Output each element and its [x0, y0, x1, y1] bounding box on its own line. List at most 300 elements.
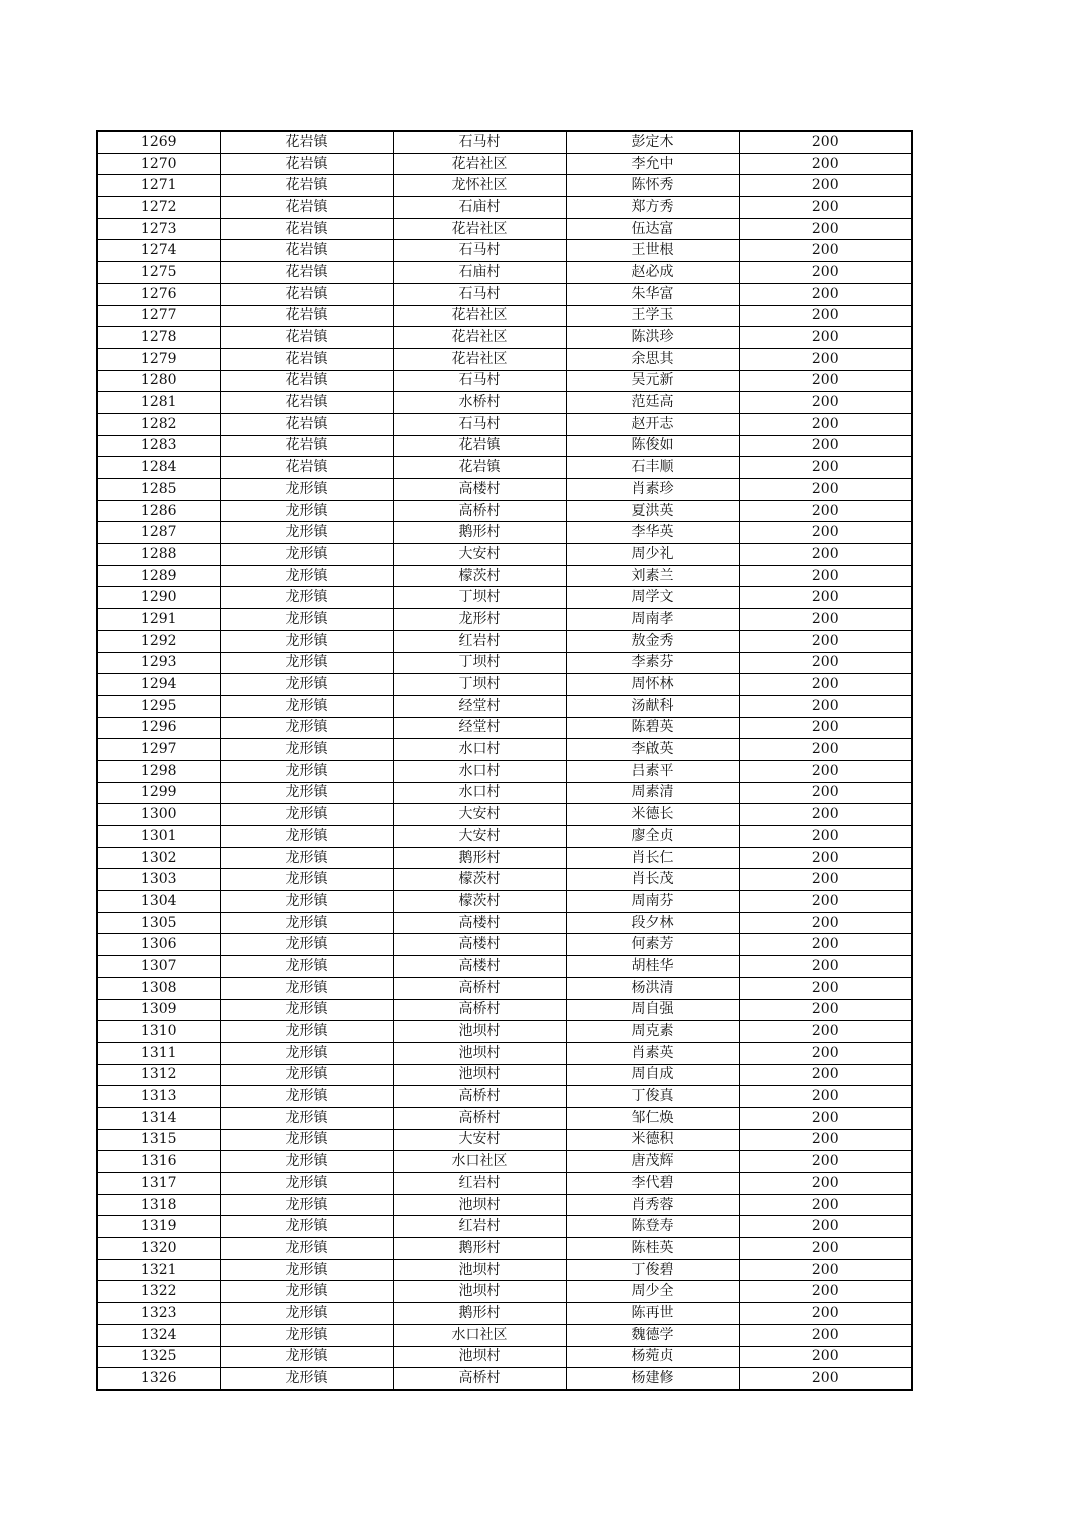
- row-number-cell: 1314: [97, 1107, 220, 1129]
- town-cell: 龙形镇: [220, 1281, 393, 1303]
- town-cell: 龙形镇: [220, 1064, 393, 1086]
- name-cell: 李允中: [566, 153, 739, 175]
- amount-cell: 200: [739, 826, 912, 848]
- name-cell: 汤献科: [566, 695, 739, 717]
- town-cell: 龙形镇: [220, 717, 393, 739]
- amount-cell: 200: [739, 977, 912, 999]
- row-number-cell: 1310: [97, 1021, 220, 1043]
- village-cell: 花岩镇: [393, 435, 566, 457]
- village-cell: 丁坝村: [393, 587, 566, 609]
- row-number-cell: 1326: [97, 1368, 220, 1390]
- village-cell: 石马村: [393, 370, 566, 392]
- village-cell: 水口村: [393, 760, 566, 782]
- amount-cell: 200: [739, 565, 912, 587]
- amount-cell: 200: [739, 327, 912, 349]
- table-row: [97, 956, 912, 978]
- village-cell: 池坝村: [393, 1194, 566, 1216]
- village-cell: 高楼村: [393, 912, 566, 934]
- row-number-cell: 1283: [97, 435, 220, 457]
- row-number-cell: 1307: [97, 956, 220, 978]
- village-cell: 花岩社区: [393, 218, 566, 240]
- name-cell: 周南芬: [566, 891, 739, 913]
- village-cell: 石马村: [393, 413, 566, 435]
- table-row: [97, 1303, 912, 1325]
- amount-cell: 200: [739, 1194, 912, 1216]
- table-row: [97, 1151, 912, 1173]
- name-cell: 肖素英: [566, 1042, 739, 1064]
- town-cell: 龙形镇: [220, 1173, 393, 1195]
- name-cell: 肖长茂: [566, 869, 739, 891]
- table-row: [97, 869, 912, 891]
- name-cell: 魏德学: [566, 1324, 739, 1346]
- amount-cell: 200: [739, 131, 912, 153]
- village-cell: 高楼村: [393, 956, 566, 978]
- row-number-cell: 1287: [97, 522, 220, 544]
- amount-cell: 200: [739, 544, 912, 566]
- name-cell: 周少礼: [566, 544, 739, 566]
- name-cell: 敖金秀: [566, 630, 739, 652]
- row-number-cell: 1294: [97, 674, 220, 696]
- row-number-cell: 1295: [97, 695, 220, 717]
- table-row: [97, 695, 912, 717]
- row-number-cell: 1276: [97, 283, 220, 305]
- amount-cell: 200: [739, 197, 912, 219]
- amount-cell: 200: [739, 1303, 912, 1325]
- name-cell: 陈再世: [566, 1303, 739, 1325]
- amount-cell: 200: [739, 739, 912, 761]
- row-number-cell: 1284: [97, 457, 220, 479]
- name-cell: 陈怀秀: [566, 175, 739, 197]
- row-number-cell: 1315: [97, 1129, 220, 1151]
- village-cell: 龙形村: [393, 609, 566, 631]
- table-row: [97, 587, 912, 609]
- name-cell: 赵必成: [566, 262, 739, 284]
- town-cell: 龙形镇: [220, 1151, 393, 1173]
- amount-cell: 200: [739, 674, 912, 696]
- town-cell: 龙形镇: [220, 977, 393, 999]
- data-table: [96, 130, 913, 1391]
- amount-cell: 200: [739, 479, 912, 501]
- village-cell: 池坝村: [393, 1259, 566, 1281]
- village-cell: 花岩社区: [393, 327, 566, 349]
- name-cell: 吕素平: [566, 760, 739, 782]
- village-cell: 经堂村: [393, 717, 566, 739]
- table-row: [97, 674, 912, 696]
- village-cell: 高桥村: [393, 500, 566, 522]
- amount-cell: 200: [739, 1107, 912, 1129]
- village-cell: 池坝村: [393, 1064, 566, 1086]
- amount-cell: 200: [739, 457, 912, 479]
- name-cell: 肖长仁: [566, 847, 739, 869]
- table-row: [97, 717, 912, 739]
- village-cell: 高楼村: [393, 479, 566, 501]
- table-row: [97, 544, 912, 566]
- village-cell: 石庙村: [393, 197, 566, 219]
- row-number-cell: 1286: [97, 500, 220, 522]
- town-cell: 龙形镇: [220, 609, 393, 631]
- name-cell: 周自成: [566, 1064, 739, 1086]
- amount-cell: 200: [739, 1021, 912, 1043]
- amount-cell: 200: [739, 934, 912, 956]
- amount-cell: 200: [739, 153, 912, 175]
- row-number-cell: 1277: [97, 305, 220, 327]
- row-number-cell: 1297: [97, 739, 220, 761]
- name-cell: 邹仁焕: [566, 1107, 739, 1129]
- town-cell: 龙形镇: [220, 739, 393, 761]
- town-cell: 龙形镇: [220, 1086, 393, 1108]
- village-cell: 檬茨村: [393, 891, 566, 913]
- village-cell: 石庙村: [393, 262, 566, 284]
- row-number-cell: 1325: [97, 1346, 220, 1368]
- amount-cell: 200: [739, 1346, 912, 1368]
- name-cell: 伍达富: [566, 218, 739, 240]
- town-cell: 花岩镇: [220, 240, 393, 262]
- name-cell: 杨菀贞: [566, 1346, 739, 1368]
- row-number-cell: 1273: [97, 218, 220, 240]
- row-number-cell: 1293: [97, 652, 220, 674]
- town-cell: 龙形镇: [220, 869, 393, 891]
- row-number-cell: 1269: [97, 131, 220, 153]
- row-number-cell: 1318: [97, 1194, 220, 1216]
- amount-cell: 200: [739, 1129, 912, 1151]
- row-number-cell: 1313: [97, 1086, 220, 1108]
- village-cell: 池坝村: [393, 1281, 566, 1303]
- row-number-cell: 1301: [97, 826, 220, 848]
- village-cell: 鹅形村: [393, 522, 566, 544]
- town-cell: 龙形镇: [220, 847, 393, 869]
- table-row: [97, 1064, 912, 1086]
- row-number-cell: 1280: [97, 370, 220, 392]
- table-body: [97, 131, 912, 1390]
- table-row: [97, 1281, 912, 1303]
- name-cell: 朱华富: [566, 283, 739, 305]
- row-number-cell: 1304: [97, 891, 220, 913]
- town-cell: 花岩镇: [220, 197, 393, 219]
- town-cell: 龙形镇: [220, 1129, 393, 1151]
- table-row: [97, 262, 912, 284]
- row-number-cell: 1302: [97, 847, 220, 869]
- table-row: [97, 218, 912, 240]
- name-cell: 胡桂华: [566, 956, 739, 978]
- village-cell: 高桥村: [393, 1086, 566, 1108]
- amount-cell: 200: [739, 717, 912, 739]
- village-cell: 水桥村: [393, 392, 566, 414]
- village-cell: 大安村: [393, 804, 566, 826]
- name-cell: 陈碧英: [566, 717, 739, 739]
- village-cell: 高桥村: [393, 1107, 566, 1129]
- town-cell: 龙形镇: [220, 1346, 393, 1368]
- town-cell: 龙形镇: [220, 522, 393, 544]
- village-cell: 鹅形村: [393, 1238, 566, 1260]
- table-row: [97, 1129, 912, 1151]
- table-row: [97, 500, 912, 522]
- table-row: [97, 652, 912, 674]
- village-cell: 花岩镇: [393, 457, 566, 479]
- row-number-cell: 1308: [97, 977, 220, 999]
- table-row: [97, 739, 912, 761]
- name-cell: 周学文: [566, 587, 739, 609]
- name-cell: 周自强: [566, 999, 739, 1021]
- village-cell: 池坝村: [393, 1021, 566, 1043]
- town-cell: 龙形镇: [220, 1324, 393, 1346]
- village-cell: 池坝村: [393, 1346, 566, 1368]
- name-cell: 李华英: [566, 522, 739, 544]
- name-cell: 郑方秀: [566, 197, 739, 219]
- row-number-cell: 1312: [97, 1064, 220, 1086]
- town-cell: 龙形镇: [220, 1042, 393, 1064]
- town-cell: 龙形镇: [220, 1021, 393, 1043]
- row-number-cell: 1299: [97, 782, 220, 804]
- table-row: [97, 131, 912, 153]
- amount-cell: 200: [739, 240, 912, 262]
- town-cell: 花岩镇: [220, 305, 393, 327]
- table-row: [97, 348, 912, 370]
- village-cell: 鹅形村: [393, 1303, 566, 1325]
- name-cell: 何素芳: [566, 934, 739, 956]
- town-cell: 龙形镇: [220, 804, 393, 826]
- row-number-cell: 1309: [97, 999, 220, 1021]
- town-cell: 龙形镇: [220, 782, 393, 804]
- town-cell: 龙形镇: [220, 1107, 393, 1129]
- town-cell: 龙形镇: [220, 695, 393, 717]
- table-row: [97, 912, 912, 934]
- name-cell: 丁俊真: [566, 1086, 739, 1108]
- row-number-cell: 1305: [97, 912, 220, 934]
- name-cell: 彭定木: [566, 131, 739, 153]
- table-row: [97, 1216, 912, 1238]
- town-cell: 龙形镇: [220, 674, 393, 696]
- amount-cell: 200: [739, 1238, 912, 1260]
- amount-cell: 200: [739, 630, 912, 652]
- row-number-cell: 1290: [97, 587, 220, 609]
- village-cell: 花岩社区: [393, 153, 566, 175]
- amount-cell: 200: [739, 1259, 912, 1281]
- table-row: [97, 153, 912, 175]
- town-cell: 龙形镇: [220, 826, 393, 848]
- name-cell: 刘素兰: [566, 565, 739, 587]
- name-cell: 段夕林: [566, 912, 739, 934]
- table-row: [97, 1238, 912, 1260]
- name-cell: 赵开志: [566, 413, 739, 435]
- amount-cell: 200: [739, 1042, 912, 1064]
- table-row: [97, 760, 912, 782]
- amount-cell: 200: [739, 695, 912, 717]
- table-row: [97, 283, 912, 305]
- amount-cell: 200: [739, 587, 912, 609]
- table-row: [97, 305, 912, 327]
- name-cell: 夏洪英: [566, 500, 739, 522]
- amount-cell: 200: [739, 869, 912, 891]
- town-cell: 龙形镇: [220, 1216, 393, 1238]
- row-number-cell: 1288: [97, 544, 220, 566]
- row-number-cell: 1291: [97, 609, 220, 631]
- town-cell: 龙形镇: [220, 912, 393, 934]
- name-cell: 陈登寿: [566, 1216, 739, 1238]
- town-cell: 龙形镇: [220, 1368, 393, 1390]
- village-cell: 高桥村: [393, 1368, 566, 1390]
- name-cell: 王学玉: [566, 305, 739, 327]
- village-cell: 水口村: [393, 739, 566, 761]
- name-cell: 杨洪清: [566, 977, 739, 999]
- name-cell: 周克素: [566, 1021, 739, 1043]
- town-cell: 花岩镇: [220, 370, 393, 392]
- amount-cell: 200: [739, 348, 912, 370]
- town-cell: 龙形镇: [220, 479, 393, 501]
- village-cell: 池坝村: [393, 1042, 566, 1064]
- name-cell: 李代碧: [566, 1173, 739, 1195]
- amount-cell: 200: [739, 1151, 912, 1173]
- name-cell: 周少全: [566, 1281, 739, 1303]
- table-row: [97, 804, 912, 826]
- name-cell: 唐茂辉: [566, 1151, 739, 1173]
- amount-cell: 200: [739, 522, 912, 544]
- town-cell: 龙形镇: [220, 630, 393, 652]
- amount-cell: 200: [739, 1064, 912, 1086]
- village-cell: 红岩村: [393, 1173, 566, 1195]
- village-cell: 水口社区: [393, 1151, 566, 1173]
- row-number-cell: 1323: [97, 1303, 220, 1325]
- table-row: [97, 413, 912, 435]
- table-row: [97, 175, 912, 197]
- amount-cell: 200: [739, 392, 912, 414]
- town-cell: 龙形镇: [220, 1238, 393, 1260]
- town-cell: 龙形镇: [220, 891, 393, 913]
- row-number-cell: 1275: [97, 262, 220, 284]
- name-cell: 周素清: [566, 782, 739, 804]
- table-row: [97, 826, 912, 848]
- row-number-cell: 1317: [97, 1173, 220, 1195]
- amount-cell: 200: [739, 1086, 912, 1108]
- table-row: [97, 435, 912, 457]
- village-cell: 丁坝村: [393, 674, 566, 696]
- table-row: [97, 1173, 912, 1195]
- village-cell: 大安村: [393, 1129, 566, 1151]
- village-cell: 花岩社区: [393, 348, 566, 370]
- town-cell: 龙形镇: [220, 565, 393, 587]
- row-number-cell: 1292: [97, 630, 220, 652]
- row-number-cell: 1320: [97, 1238, 220, 1260]
- village-cell: 檬茨村: [393, 565, 566, 587]
- town-cell: 花岩镇: [220, 262, 393, 284]
- table-row: [97, 1042, 912, 1064]
- name-cell: 王世根: [566, 240, 739, 262]
- table-row: [97, 392, 912, 414]
- town-cell: 龙形镇: [220, 652, 393, 674]
- amount-cell: 200: [739, 609, 912, 631]
- village-cell: 经堂村: [393, 695, 566, 717]
- town-cell: 龙形镇: [220, 1303, 393, 1325]
- amount-cell: 200: [739, 175, 912, 197]
- name-cell: 石丰顺: [566, 457, 739, 479]
- row-number-cell: 1272: [97, 197, 220, 219]
- table-row: [97, 479, 912, 501]
- village-cell: 鹅形村: [393, 847, 566, 869]
- village-cell: 高桥村: [393, 999, 566, 1021]
- name-cell: 米德积: [566, 1129, 739, 1151]
- table-row: [97, 630, 912, 652]
- amount-cell: 200: [739, 912, 912, 934]
- row-number-cell: 1289: [97, 565, 220, 587]
- town-cell: 花岩镇: [220, 348, 393, 370]
- town-cell: 花岩镇: [220, 435, 393, 457]
- name-cell: 吴元新: [566, 370, 739, 392]
- table-row: [97, 240, 912, 262]
- village-cell: 红岩村: [393, 1216, 566, 1238]
- name-cell: 陈桂英: [566, 1238, 739, 1260]
- town-cell: 花岩镇: [220, 175, 393, 197]
- row-number-cell: 1298: [97, 760, 220, 782]
- row-number-cell: 1300: [97, 804, 220, 826]
- name-cell: 李啟英: [566, 739, 739, 761]
- name-cell: 米德长: [566, 804, 739, 826]
- table-row: [97, 1107, 912, 1129]
- table-row: [97, 609, 912, 631]
- amount-cell: 200: [739, 847, 912, 869]
- amount-cell: 200: [739, 760, 912, 782]
- village-cell: 红岩村: [393, 630, 566, 652]
- town-cell: 花岩镇: [220, 413, 393, 435]
- town-cell: 龙形镇: [220, 999, 393, 1021]
- village-cell: 大安村: [393, 826, 566, 848]
- amount-cell: 200: [739, 413, 912, 435]
- amount-cell: 200: [739, 1173, 912, 1195]
- town-cell: 龙形镇: [220, 587, 393, 609]
- town-cell: 花岩镇: [220, 457, 393, 479]
- town-cell: 花岩镇: [220, 327, 393, 349]
- town-cell: 花岩镇: [220, 153, 393, 175]
- town-cell: 龙形镇: [220, 934, 393, 956]
- amount-cell: 200: [739, 652, 912, 674]
- town-cell: 龙形镇: [220, 500, 393, 522]
- name-cell: 李素芬: [566, 652, 739, 674]
- table-row: [97, 1368, 912, 1390]
- amount-cell: 200: [739, 500, 912, 522]
- row-number-cell: 1303: [97, 869, 220, 891]
- town-cell: 花岩镇: [220, 131, 393, 153]
- table-row: [97, 1259, 912, 1281]
- town-cell: 龙形镇: [220, 544, 393, 566]
- town-cell: 龙形镇: [220, 760, 393, 782]
- table-row: [97, 847, 912, 869]
- town-cell: 花岩镇: [220, 392, 393, 414]
- town-cell: 龙形镇: [220, 1259, 393, 1281]
- name-cell: 肖素珍: [566, 479, 739, 501]
- town-cell: 花岩镇: [220, 283, 393, 305]
- village-cell: 高桥村: [393, 977, 566, 999]
- row-number-cell: 1321: [97, 1259, 220, 1281]
- row-number-cell: 1270: [97, 153, 220, 175]
- row-number-cell: 1278: [97, 327, 220, 349]
- table-row: [97, 370, 912, 392]
- amount-cell: 200: [739, 804, 912, 826]
- table-row: [97, 1346, 912, 1368]
- amount-cell: 200: [739, 1324, 912, 1346]
- name-cell: 肖秀蓉: [566, 1194, 739, 1216]
- village-cell: 石马村: [393, 240, 566, 262]
- amount-cell: 200: [739, 262, 912, 284]
- village-cell: 石马村: [393, 131, 566, 153]
- table-row: [97, 934, 912, 956]
- town-cell: 花岩镇: [220, 218, 393, 240]
- village-cell: 花岩社区: [393, 305, 566, 327]
- table-row: [97, 891, 912, 913]
- table-row: [97, 782, 912, 804]
- amount-cell: 200: [739, 283, 912, 305]
- name-cell: 余思其: [566, 348, 739, 370]
- village-cell: 水口社区: [393, 1324, 566, 1346]
- row-number-cell: 1319: [97, 1216, 220, 1238]
- table-row: [97, 999, 912, 1021]
